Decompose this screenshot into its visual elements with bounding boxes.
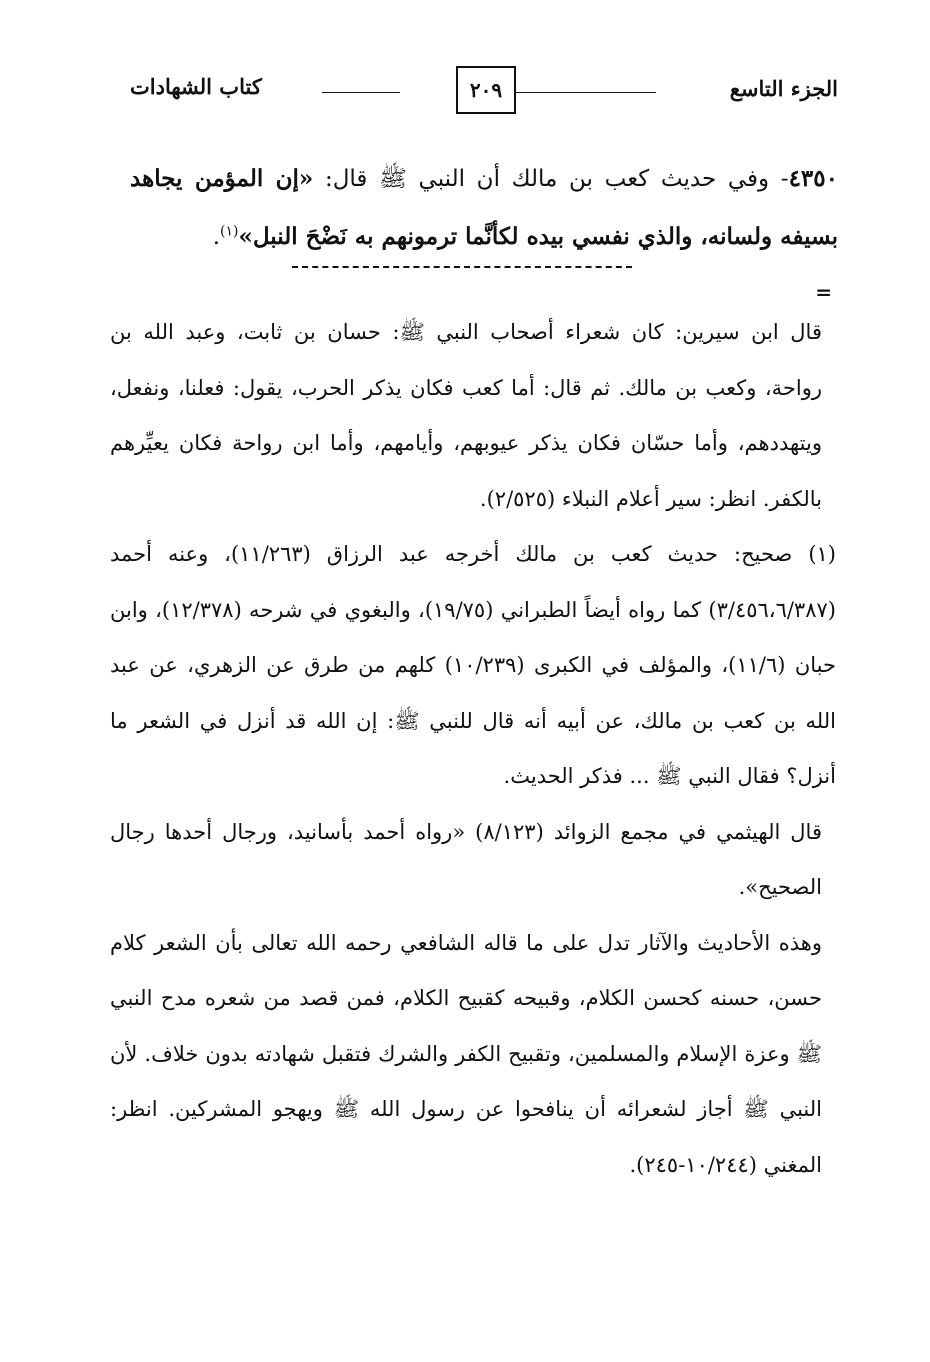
footnote-1: (١) صحيح: حديث كعب بن مالك أخرجه عبد الرزاق (١١/٢٦٣)، وعنه أحمد (٣/٤٥٦،٦/٣٨٧) كما رواه أيضاً الطبراني (١٩/٧٥)، والبغوي في شرحه (١٢/٣٧٨)، وابن حبان (١١/٦)، والمؤلف في الكبرى (١٠/٢٣٩) كلهم من طرق عن الزهري، عن عبد الله بن كعب بن مالك، عن أبيه أنه قال للنبي ﷺ: إن الله قد أنزل في الشعر ما أنزل؟ فقال النبي ﷺ ... فذكر الحديث.	[110, 542, 836, 788]
page-number-box	[456, 66, 516, 114]
book-title: كتاب الشهادات	[130, 74, 262, 99]
hadith-quote: «إن المؤمن يجاهد بسيفه ولسانه، والذي نفسي بيده لكأنَّما ترمونهم به نَضْحَ النبل»	[130, 165, 838, 250]
hadith-intro: - وفي حديث كعب بن مالك أن النبي ﷺ قال:	[324, 166, 789, 192]
continuation-mark: =	[815, 280, 832, 304]
header-rule-right	[506, 92, 656, 93]
hadith-end: .	[212, 224, 221, 250]
header-rule-left	[322, 92, 400, 93]
continued-footnote: قال ابن سيرين: كان شعراء أصحاب النبي ﷺ: حسان بن ثابت، وعبد الله بن رواحة، وكعب بن مالك. ثم قال: أما كعب فكان يذكر الحرب، يقول: فعلنا، ونفعل، ويتهددهم، وأما حسّان فكان يذكر عيوبهم، وأيامهم، وأما ابن رواحة فكان يعيِّرهم بالكفر. انظر: سير أعلام النبلاء (٢/٥٢٥).	[110, 320, 822, 511]
hadith-text	[130, 150, 838, 266]
footnote-reference: (١)	[220, 223, 239, 240]
volume-label: الجزء التاسع	[729, 76, 838, 101]
footnotes	[110, 305, 836, 1193]
hadith-number: ٤٣٥٠	[788, 165, 838, 192]
footnote-separator	[292, 266, 632, 268]
running-header	[130, 66, 838, 122]
page-number: ٢٠٩	[469, 78, 503, 102]
conclusion-note: وهذه الأحاديث والآثار تدل على ما قاله الشافعي رحمه الله تعالى بأن الشعر كلام حسن، حسنه كحسن الكلام، وقبيحه كقبيح الكلام، فمن قصد من شعره مدح النبي ﷺ وعزة الإسلام والمسلمين، وتقبيح الكفر والشرك فتقبل شهادته بدون خلاف. لأن النبي ﷺ أجاز لشعرائه أن ينافحوا عن رسول الله ﷺ ويهجو المشركين. انظر: المغني (١٠/٢٤٤-٢٤٥).	[110, 930, 822, 1177]
haythami-note: قال الهيثمي في مجمع الزوائد (٨/١٢٣) «رواه أحمد بأسانيد، ورجال أحدها رجال الصحيح».	[110, 819, 822, 899]
